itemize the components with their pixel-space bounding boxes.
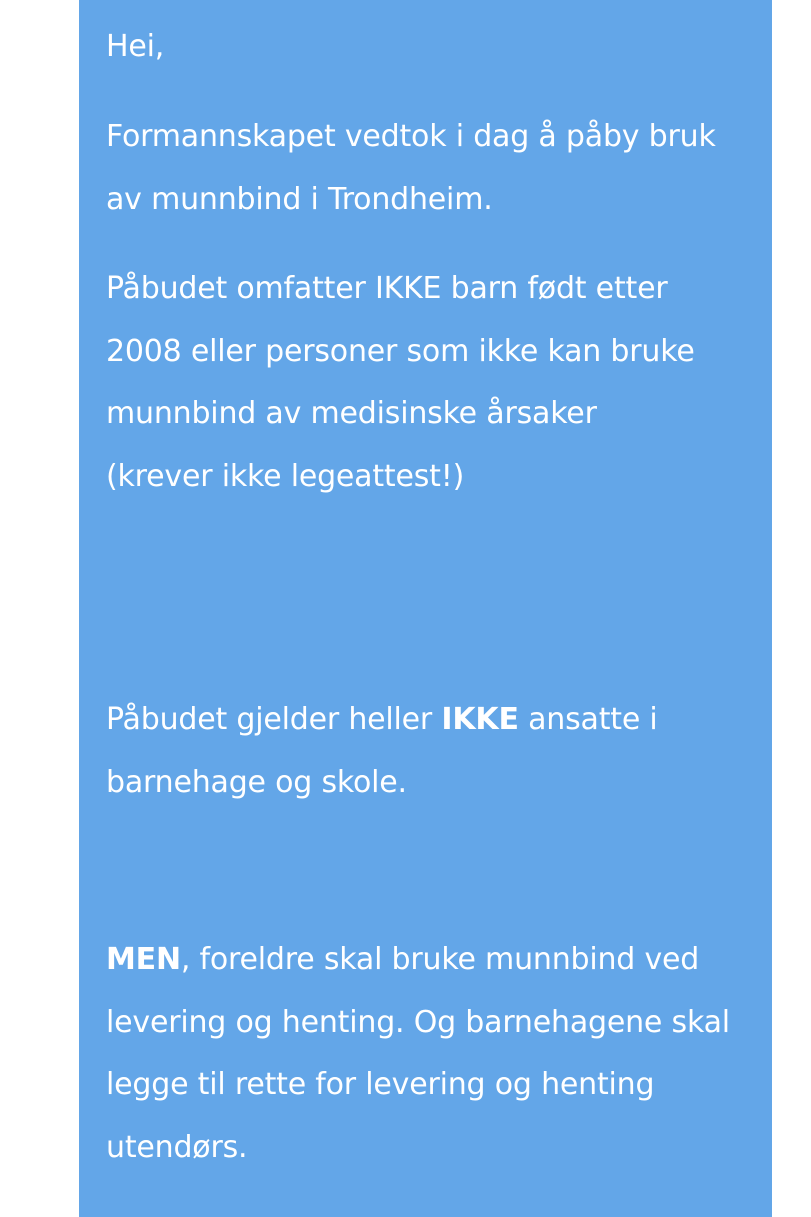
staff-text-before: Påbudet gjelder heller [106, 702, 442, 737]
staff-text-emphasis: IKKE [441, 702, 519, 737]
paragraph-staff-exemption [106, 689, 746, 814]
paragraph-parents-rule [106, 929, 736, 1179]
paragraph-mask-decision: Formannskapet vedtok i dag å påby bruk av munnbind i Trondheim. [106, 119, 716, 217]
greeting-text: Hei, [106, 29, 165, 64]
parents-text-after: , foreldre skal bruke munnbind ved levering og henting. Og barnehagene skal legge til rette for levering og henting utendørs. [106, 942, 730, 1165]
message-panel [79, 0, 772, 1217]
staff-text-after: ansatte i barnehage og skole. [106, 702, 658, 800]
paragraph-exemptions: Påbudet omfatter IKKE barn født etter 2008 eller personer som ikke kan bruke munnbind av medisinske årsaker (krever ikke legeattest!) [106, 271, 695, 494]
parents-text-emphasis: MEN [106, 942, 181, 977]
